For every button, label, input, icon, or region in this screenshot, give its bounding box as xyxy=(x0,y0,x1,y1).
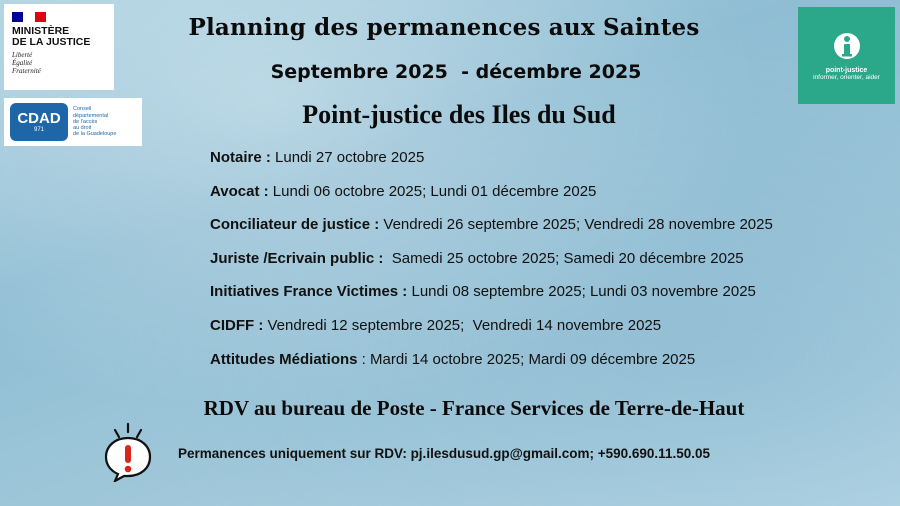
cdad-number: 971 xyxy=(33,126,44,133)
schedule-item-france-victimes xyxy=(210,283,773,317)
schedule-list xyxy=(210,149,773,384)
schedule-role: Avocat : xyxy=(210,182,269,200)
schedule-role: Notaire : xyxy=(210,149,271,166)
page-title: Planning des permanences aux Saintes xyxy=(188,14,700,41)
schedule-role: Attitudes Médiations xyxy=(210,350,358,368)
schedule-role: Juriste /Ecrivain public : xyxy=(210,249,384,267)
schedule-dates: Vendredi 12 septembre 2025; Vendredi 14 novembre 2025 xyxy=(263,316,662,334)
point-justice-name: point-justice xyxy=(825,66,868,74)
cdad-acronym: CDAD xyxy=(17,109,61,127)
schedule-item-juriste xyxy=(210,250,773,284)
schedule-item-cidff xyxy=(210,317,773,351)
schedule-role: CIDFF : xyxy=(210,316,264,334)
schedule-role: Initiatives France Victimes : xyxy=(210,283,408,301)
schedule-item-conciliateur xyxy=(210,216,773,250)
place-heading: Point-justice des Iles du Sud xyxy=(302,100,616,129)
schedule-dates: Lundi 08 septembre 2025; Lundi 03 novembre 2025 xyxy=(407,283,756,301)
appointment-contact: Permanences uniquement sur RDV: pj.ilesdusud.gp@gmail.com; +590.690.11.50.05 xyxy=(178,446,710,461)
schedule-item-avocat xyxy=(210,183,773,217)
schedule-dates: Lundi 06 octobre 2025; Lundi 01 décembre 2025 xyxy=(268,182,597,200)
schedule-item-attitudes-mediations xyxy=(210,351,773,385)
cdad-full-name: Conseil départemental de l'accès au droit de la Guadeloupe xyxy=(73,106,117,138)
schedule-dates: Samedi 25 octobre 2025; Samedi 20 décembre 2025 xyxy=(383,249,744,267)
schedule-dates: Lundi 27 octobre 2025 xyxy=(270,149,425,166)
ministere-name: MINISTÈRE DE LA JUSTICE xyxy=(12,25,91,48)
period-subtitle: Septembre 2025 - décembre 2025 xyxy=(270,61,642,83)
schedule-role: Conciliateur de justice : xyxy=(210,216,380,234)
schedule-dates: Vendredi 26 septembre 2025; Vendredi 28 novembre 2025 xyxy=(379,216,773,234)
schedule-item-notaire xyxy=(210,149,773,183)
ministere-motto: Liberté Égalité Fraternité xyxy=(12,51,41,75)
point-justice-tagline: informer, orienter, aider xyxy=(813,74,880,81)
schedule-dates: : Mardi 14 octobre 2025; Mardi 09 décembre 2025 xyxy=(357,350,696,368)
rdv-location: RDV au bureau de Poste - France Services de Terre-de-Haut xyxy=(203,396,745,420)
exclamation-bubble-icon xyxy=(102,420,154,482)
